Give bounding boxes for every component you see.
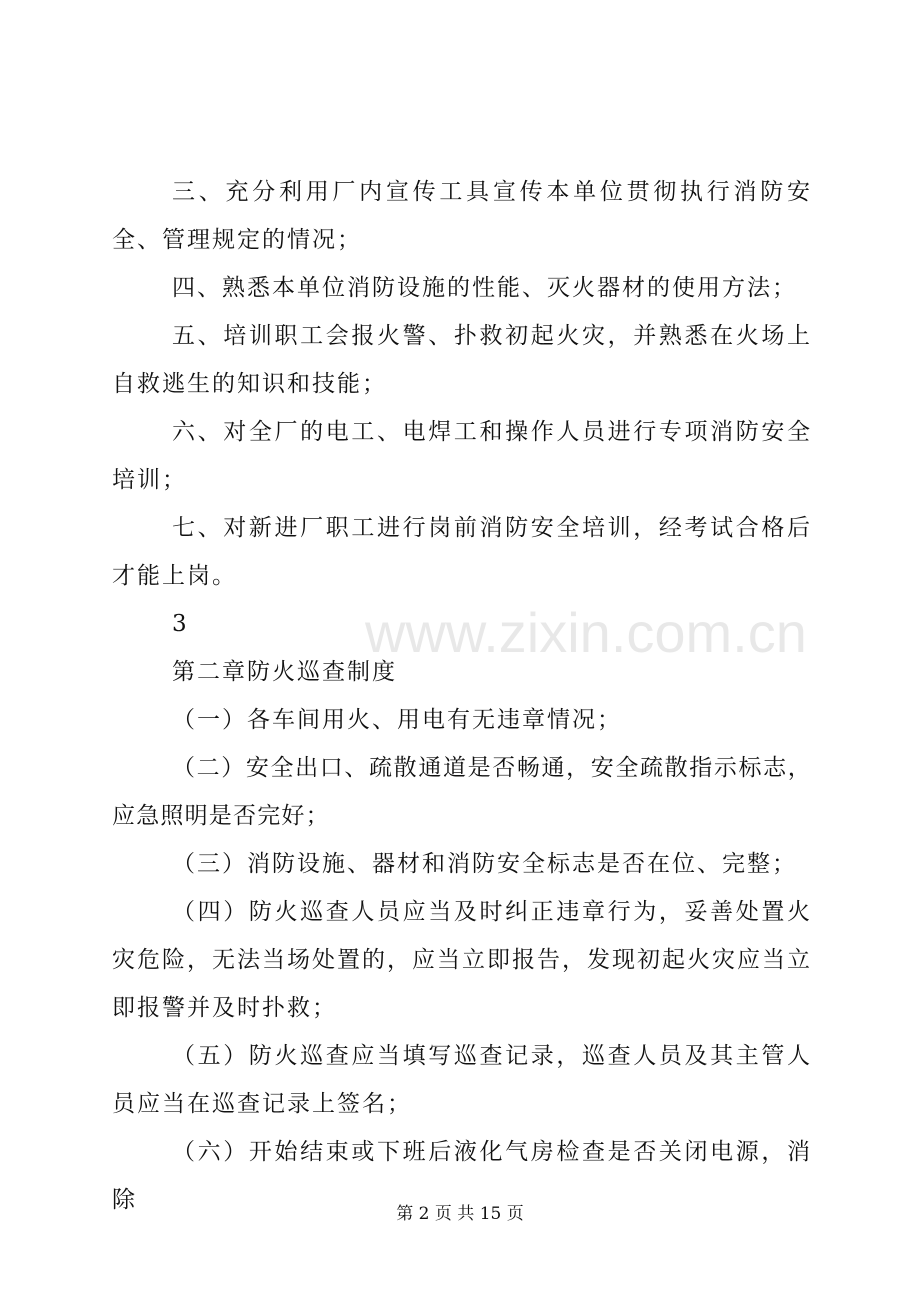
page-footer: 第 2 页 共 15 页: [396, 1204, 524, 1224]
paragraph-item-6: 六、对全厂的电工、电焊工和操作人员进行专项消防安全培训；: [112, 419, 812, 493]
check-item-6: （六）开始结束或下班后液化气房检查是否关闭电源，消除: [112, 1139, 812, 1213]
paragraph-item-4: 四、熟悉本单位消防设施的性能、灭火器材的使用方法；: [172, 275, 797, 301]
watermark: www.zixin.com.cn: [365, 601, 807, 664]
document-body: [112, 168, 812, 1224]
check-item-5: （五）防火巡查应当填写巡查记录，巡查人员及其主管人员应当在巡查记录上签名；: [112, 1043, 812, 1117]
check-item-2: （二）安全出口、疏散通道是否畅通，安全疏散指示标志，应急照明是否完好；: [112, 755, 812, 829]
section-number: 3: [172, 611, 189, 637]
check-item-1: （一）各车间用火、用电有无违章情况；: [172, 707, 622, 733]
paragraph-item-3: 三、充分利用厂内宣传工具宣传本单位贯彻执行消防安全、管理规定的情况；: [112, 179, 812, 253]
paragraph-item-7: 七、对新进厂职工进行岗前消防安全培训，经考试合格后才能上岗。: [112, 515, 812, 589]
check-item-3: （三）消防设施、器材和消防安全标志是否在位、完整；: [172, 851, 797, 877]
chapter-heading: 第二章防火巡查制度: [172, 659, 397, 685]
paragraph-item-5: 五、培训职工会报火警、扑救初起火灾，并熟悉在火场上自救逃生的知识和技能；: [112, 323, 812, 397]
check-item-4: （四）防火巡查人员应当及时纠正违章行为，妥善处置火灾危险，无法当场处置的，应当立即报告，发现初起火灾应当立即报警并及时扑救；: [112, 899, 812, 1021]
